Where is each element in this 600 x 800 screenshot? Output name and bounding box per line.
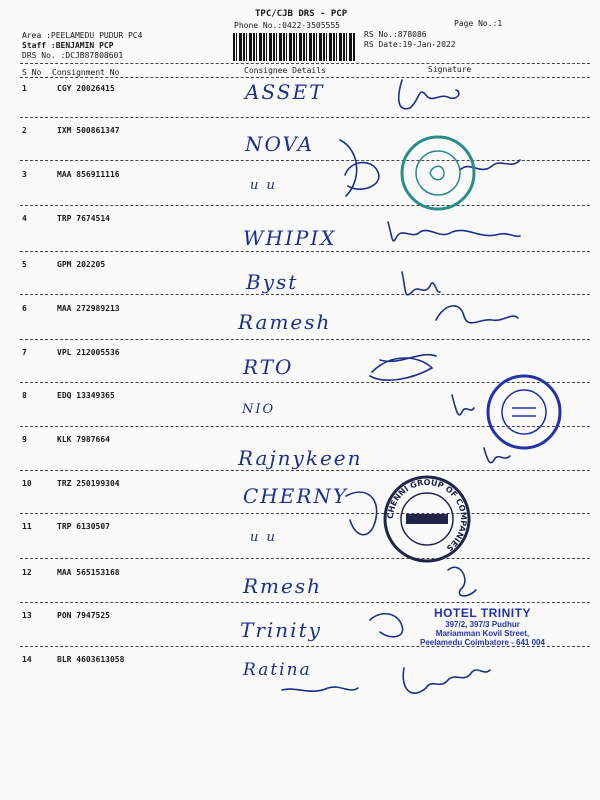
row-consignee: Ramesh [238,310,332,334]
row-sno: 10 [22,479,32,488]
hotel-stamp-line3: Peelamedu Coimbatore - 641 004 [420,638,545,647]
row-consignee: Rmesh [243,574,323,598]
rs-date: RS Date:19-Jan-2022 [364,40,456,49]
row-consignment: EDQ 13349365 [57,391,115,400]
row-consignee: RTO [243,355,294,379]
hotel-stamp-name: HOTEL TRINITY [434,606,531,620]
row-sno: 7 [22,348,27,357]
row-consignee: Trinity [240,618,322,642]
row-consignment: CGY 20026415 [57,84,115,93]
row-consignee: NOVA [245,132,315,156]
row-consignment: PON 7947525 [57,611,110,620]
chenni-ring-text: CHENNI GROUP OF COMPANIES [385,477,469,553]
hotel-stamp-line1: 397/2, 397/3 Pudhur [445,620,520,629]
signature-13 [370,614,403,637]
row-consignee: ASSET [245,80,325,104]
row-sno: 11 [22,522,32,531]
phone-number: Phone No.:0422-3505555 [234,21,340,30]
row-consignee: WHIPIX [243,226,337,250]
row-sno: 4 [22,214,27,223]
row-sno: 3 [22,170,27,179]
row-sno: 13 [22,611,32,620]
rs-number: RS No.:878086 [364,30,427,39]
row-consignment: GPM 202205 [57,260,106,269]
row-consignee: Byst [246,270,299,294]
round-stamp-blue [484,372,564,452]
row-sno: 9 [22,435,27,444]
staff-label: Staff :BENJAMIN PCP [22,41,114,50]
signature-14b [282,687,358,691]
row-consignment: MAA 272989213 [57,304,120,313]
page-number: Page No.:1 [454,19,503,28]
row-sno: 8 [22,391,27,400]
row-sno: 1 [22,84,27,93]
row-sno: 2 [22,126,27,135]
row-consignment: BLR 4603613058 [57,655,125,664]
hotel-stamp [420,606,545,647]
signature-5 [402,272,440,295]
report-title: TPC/CJB DRS - PCP [255,9,348,19]
row-sno: 5 [22,260,27,269]
row-consignment: IXM 500861347 [57,126,120,135]
row-consignment: TRP 6130507 [57,522,110,531]
row-consignment: KLK 7987664 [57,435,110,444]
row-consignee: u u [250,530,277,545]
column-sno: S No [22,68,42,77]
signature-12 [448,567,476,596]
row-consignment: TRZ 250199304 [57,479,120,488]
row-sno: 6 [22,304,27,313]
round-stamp-teal [398,133,478,213]
row-consignment: TRP 7674514 [57,214,110,223]
row-sno: 12 [22,568,32,577]
row-consignee: Ratina [243,660,312,680]
signature-10 [346,492,377,535]
row-consignee: u u [250,178,277,193]
area-label: Area :PEELAMEDU PUDUR PC4 [22,31,143,40]
signature-3 [345,163,379,190]
column-consignment: Consignment No [52,68,120,77]
drs-number: DRS No. :DCJB87808601 [22,51,124,60]
signature-8 [452,395,474,415]
row-consignment: MAA 565153168 [57,568,120,577]
row-consignment: VPL 212005536 [57,348,120,357]
row-sno: 14 [22,655,32,664]
hotel-stamp-line2: Mariamman Kovil Street, [435,629,530,638]
column-signature: Signature [428,65,472,74]
row-consignee: CHERNY [243,484,349,508]
row-consignment: MAA 856911116 [57,170,120,179]
chenni-group-stamp [382,474,472,564]
signature-1 [399,80,459,109]
row-consignee: NIO [242,402,276,417]
row-consignee: Rajnykeen [238,446,363,470]
signature-4 [388,222,520,241]
signature-6 [436,306,518,323]
column-consignee-details: Consignee Details [244,66,326,75]
signature-14 [403,668,490,693]
signature-7 [370,355,436,381]
